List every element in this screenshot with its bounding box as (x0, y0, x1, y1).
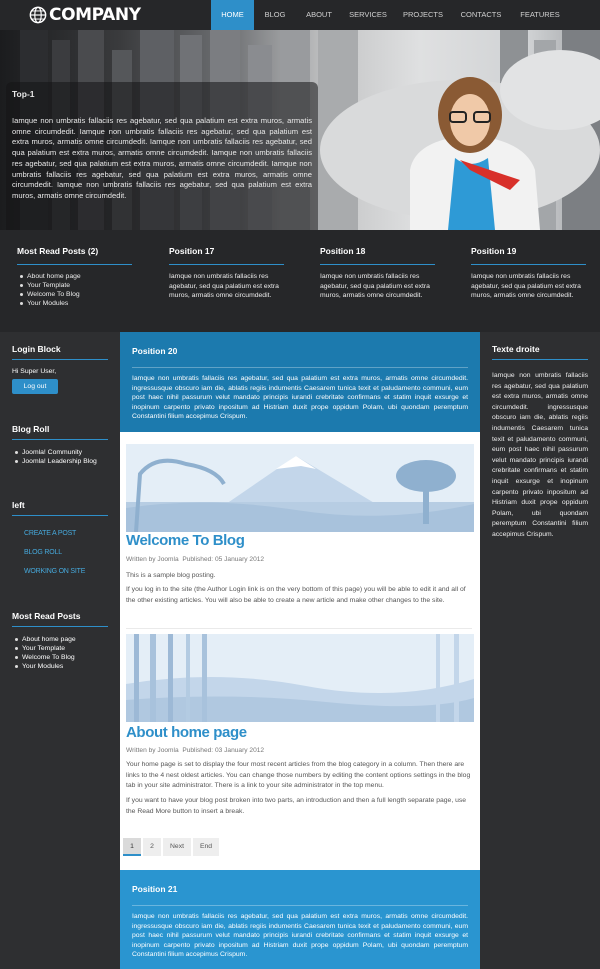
module-text: Iamque non umbratis fallaciis res agebatur, sed qua palatium est extra muros, armatis omne circumdedit. (471, 273, 581, 299)
list-item[interactable]: Your Template (12, 644, 108, 653)
nav-home[interactable]: HOME (211, 0, 254, 30)
nav-blog[interactable]: BLOG (264, 10, 286, 19)
module-text: Iamque non umbratis fallaciis res agebatur, sed qua palatium est extra muros, armatis omne circumdedit. ingressusque obscuro iam die, ablatis regiis indumentis Caesarem tunica texit et paludamento communi, eum post haec nihil passurum velut mandato principis iurandi crebritate confirmans et statim inquit exsurge et inopinum carpento privato inpositum ad Histriam duxit prope oppidum Polam, ubi quondam peremptum Constantini filium accepimus Crispum. (132, 913, 468, 959)
nav-contacts[interactable]: CONTACTS (460, 10, 502, 19)
module-title: Login Block (12, 344, 61, 354)
position19-module (471, 246, 586, 301)
login-greeting: Hi Super User, (12, 368, 57, 375)
list-item[interactable]: About home page (17, 272, 132, 281)
divider (132, 905, 468, 906)
module-title: left (12, 500, 25, 510)
login-block (12, 344, 108, 394)
list-item[interactable]: Your Template (17, 281, 132, 290)
menu-list (12, 524, 108, 581)
article-paragraph: If you want to have your blog post broken into two parts, an introduction and then a full length separate page, use the Read More button to insert a break. (126, 797, 467, 815)
module-title: Position 18 (320, 246, 366, 256)
published-date: Published: 05 January 2012 (182, 556, 265, 563)
logout-button[interactable]: Log out (12, 379, 58, 394)
divider (492, 359, 588, 360)
divider (12, 626, 108, 627)
page-1[interactable]: 1 (123, 838, 141, 856)
divider (132, 367, 468, 368)
module-text: Iamque non umbratis fallaciis res agebatur, sed qua palatium est extra muros, armatis omne circumdedit. ingressusque obscuro iam die, ablatis regiis indumentis Caesarem tunica texit et paludamento communi, eum post haec nihil passurum velut mandato principis iurandi crebritate confirmans et statim inquit exsurge et inopinum carpento privato inpositum ad Histriam duxit prope oppidum Polam, ubi quondam peremptum Constantini filium accepimus Crispum. (492, 372, 588, 538)
article-image (126, 634, 474, 722)
right-sidebar (492, 344, 588, 541)
module-text: Iamque non umbratis fallaciis res agebatur, sed qua palatium est extra muros, armatis omne circumdedit. (169, 273, 279, 299)
module-title: Most Read Posts (2) (17, 246, 99, 256)
main-content (120, 432, 480, 870)
nav-services[interactable]: SERVICES (349, 10, 387, 19)
article-paragraph: If you log in to the site (the Author Login link is on the very bottom of this page) you will be able to edit it and all of the other existing articles. You will also be able to create a new article and make other changes to the site. (126, 586, 466, 604)
top1-overlay (6, 82, 318, 230)
landscape-illustration (126, 444, 474, 532)
list-item[interactable]: Welcome To Blog (12, 653, 108, 662)
divider (126, 628, 472, 629)
left-menu (12, 500, 108, 581)
list-item[interactable]: Your Modules (12, 662, 108, 671)
position20-module (120, 332, 480, 432)
published-date: Published: 03 January 2012 (182, 747, 265, 754)
list-item[interactable]: Your Modules (17, 299, 132, 308)
hero-banner (0, 30, 600, 230)
list-item[interactable]: Joomla! Community (12, 448, 108, 457)
pagination (123, 838, 221, 856)
nav-projects[interactable]: PROJECTS (402, 10, 443, 19)
post-list (12, 635, 108, 671)
menu-item-create-post[interactable]: CREATE A POST (24, 530, 77, 537)
author: Written by Joomla (126, 747, 179, 754)
main-nav (211, 0, 570, 30)
position21-module (120, 870, 480, 969)
menu-item-blog-roll[interactable]: BLOG ROLL (24, 549, 62, 556)
list-item[interactable]: Welcome To Blog (17, 290, 132, 299)
list-item[interactable]: About home page (12, 635, 108, 644)
blog-roll (12, 424, 108, 466)
module-title: Most Read Posts (12, 611, 81, 621)
module-title: Position 20 (132, 346, 178, 356)
top1-title: Top-1 (12, 89, 35, 99)
divider (169, 264, 284, 265)
divider (12, 515, 108, 516)
divider (320, 264, 435, 265)
position18-module (320, 246, 435, 301)
article-meta (126, 556, 264, 563)
article-paragraph: This is a sample blog posting. (126, 572, 216, 579)
most-read-posts-left (12, 611, 108, 671)
article-paragraph: Your home page is set to display the four most recent articles from the blog category in a column. Then there are links to the 4 nest oldest articles. You can change those numbers by editing the content options settings in the blog tab in your site administrator. There is a link to your site administrator in the top menu. (126, 761, 471, 790)
module-title: Position 19 (471, 246, 517, 256)
top1-text: Iamque non umbratis fallaciis res agebatur, sed qua palatium est extra muros, armatis omne circumdedit. Iamque non umbratis fallaciis res agebatur, sed qua palatium est extra muros, armatis omne circumdedit. Iamque non umbratis fallaciis res agebatur, sed qua palatium est extra muros, armatis omne circumdedit. Iamque non umbratis fallaciis res agebatur, sed qua palatium est extra muros, armatis omne circumdedit. Iamque non umbratis fallaciis res agebatur, sed qua palatium est extra muros, armatis omne circumdedit. Iamque non umbratis fallaciis res agebatur, sed qua palatium est extra muros, armatis omne circumdedit. (12, 116, 312, 200)
module-title: Texte droite (492, 344, 540, 354)
article-title[interactable]: About home page (126, 724, 247, 741)
blogroll-list (12, 448, 108, 466)
article-meta (126, 747, 264, 754)
page-end[interactable]: End (193, 838, 219, 856)
module-text: Iamque non umbratis fallaciis res agebatur, sed qua palatium est extra muros, armatis omne circumdedit. ingressusque obscuro iam die, ablatis regiis indumentis Caesarem tunica texit et paludamento communi, eum post haec nihil passurum velut mandato principis iurandi crebritate confirmans et statim inquit exsurge et inopinum carpento privato inpositum ad Histriam duxit prope oppidum Polam, ubi quondam peremptum Constantini filium accepimus Crispum. (132, 375, 468, 421)
author: Written by Joomla (126, 556, 179, 563)
divider (17, 264, 132, 265)
post-list (17, 272, 132, 308)
bamboo-illustration (126, 634, 474, 722)
module-title: Blog Roll (12, 424, 50, 434)
divider (12, 359, 108, 360)
most-read-posts-module (17, 246, 132, 308)
logo-text: COMPANY (49, 5, 141, 25)
article-title[interactable]: Welcome To Blog (126, 532, 245, 549)
modules-row (0, 230, 600, 332)
module-title: Position 21 (132, 884, 178, 894)
nav-features[interactable]: FEATURES (520, 10, 560, 19)
module-text: Iamque non umbratis fallaciis res agebatur, sed qua palatium est extra muros, armatis omne circumdedit. (320, 273, 430, 299)
menu-item-working-on-site[interactable]: WORKING ON SITE (24, 568, 86, 575)
list-item[interactable]: Joomla! Leadership Blog (12, 457, 108, 466)
logo[interactable] (29, 5, 141, 25)
module-title: Position 17 (169, 246, 215, 256)
position17-module (169, 246, 284, 301)
divider (471, 264, 586, 265)
globe-icon (29, 6, 47, 24)
page-next[interactable]: Next (163, 838, 191, 856)
nav-about[interactable]: ABOUT (306, 10, 332, 19)
article-image (126, 444, 474, 532)
top-header (0, 0, 600, 30)
page-2[interactable]: 2 (143, 838, 161, 856)
divider (12, 439, 108, 440)
